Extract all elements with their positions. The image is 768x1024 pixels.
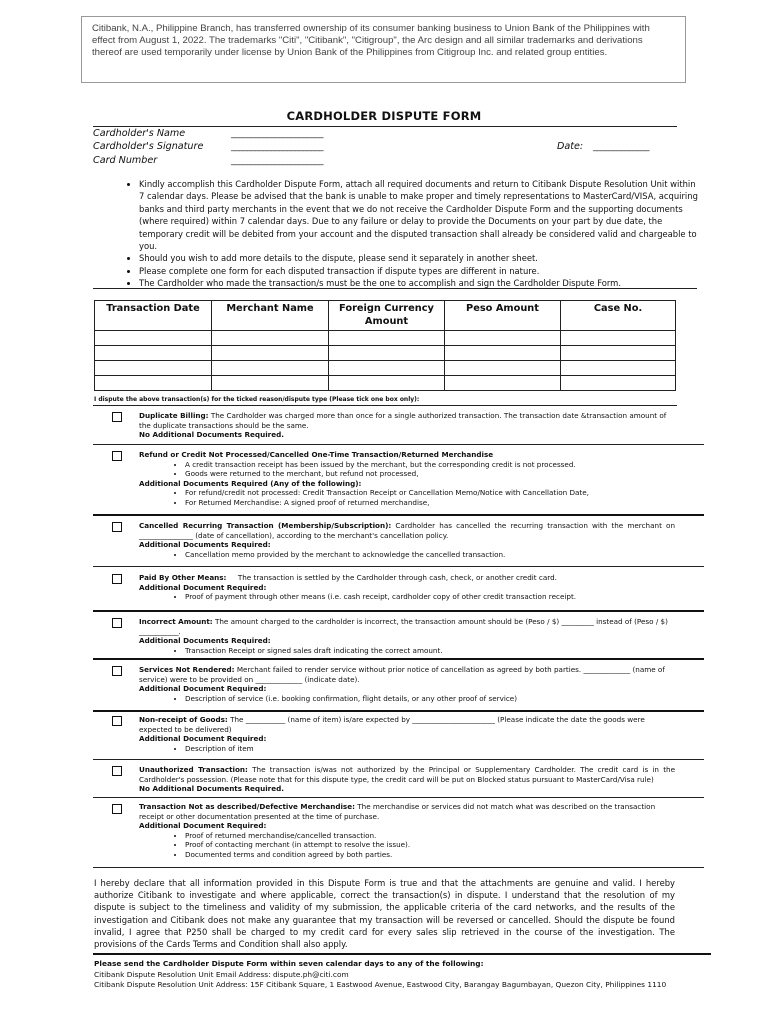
- table-cell[interactable]: [95, 376, 212, 391]
- defective-merchandise-section: [139, 802, 675, 860]
- table-row: [95, 331, 676, 346]
- date-label: Date:: [557, 141, 584, 152]
- column-header: Case No.: [561, 301, 676, 331]
- instructions-divider: [93, 288, 697, 289]
- section-docs-label: Additional Documents Required (Any of the following):: [139, 478, 362, 488]
- duplicate-billing-section: [139, 411, 675, 440]
- section-title: Non-receipt of Goods:: [139, 715, 228, 724]
- title-divider: [93, 126, 677, 127]
- divider: [93, 514, 704, 516]
- section-bullet: • A credit transaction receipt has been issued by the merchant, but the corresponding credit is not processed.: [185, 460, 675, 470]
- section-title: Paid By Other Means:: [139, 573, 227, 582]
- cancelled-recurring-section: [139, 521, 675, 559]
- section-bullet: • Proof of contacting merchant (in attempt to resolve the issue).: [185, 840, 675, 850]
- table-cell[interactable]: [212, 361, 329, 376]
- instruction-item: • Should you wish to add more details to the dispute, please send it separately in another sheet.: [139, 252, 703, 264]
- section-bullet: • Description of item: [185, 744, 675, 754]
- divider: [93, 953, 711, 955]
- table-cell[interactable]: [329, 376, 445, 391]
- section-bullet: • Cancellation memo provided by the merchant to acknowledge the cancelled transaction.: [185, 550, 675, 560]
- section-title: Duplicate Billing:: [139, 411, 209, 420]
- cardholder-signature-label: Cardholder's Signature: [93, 141, 204, 152]
- unauthorized-transaction-section: [139, 765, 675, 794]
- divider: [93, 566, 704, 567]
- refund-not-processed-section: [139, 450, 675, 508]
- table-cell[interactable]: [561, 376, 676, 391]
- section-bullet: • Description of service (i.e. booking confirmation, flight details, or any other proof of service): [185, 694, 675, 704]
- table-cell[interactable]: [95, 346, 212, 361]
- divider: [93, 405, 677, 406]
- table-cell[interactable]: [95, 331, 212, 346]
- section-docs: No Additional Documents Required.: [139, 784, 284, 794]
- divider: [93, 710, 704, 712]
- card-number-field[interactable]: _______________________: [231, 156, 323, 166]
- defective-merchandise-checkbox[interactable]: [112, 804, 122, 814]
- section-bullet: • Proof of payment through other means (i.e. cash receipt, cardholder copy of other credit transaction receipt.: [185, 592, 675, 602]
- footer-address: Citibank Dispute Resolution Unit Address: 15F Citibank Square, 1 Eastwood Avenue, Eastwood City, Barangay Bagumbayan, Quezon City, Philippines 1110: [94, 980, 667, 990]
- divider: [93, 658, 704, 660]
- section-text: The amount charged to the cardholder is incorrect, the transaction amount should be (Peso / $) _________ instead of (Peso / $) ___________.: [139, 617, 668, 636]
- paid-other-means-checkbox[interactable]: [112, 574, 122, 584]
- refund-not-processed-checkbox[interactable]: [112, 451, 122, 461]
- table-cell[interactable]: [212, 331, 329, 346]
- section-text: The transaction is settled by the Cardholder through cash, check, or another credit card.: [226, 573, 557, 582]
- column-header: Transaction Date: [95, 301, 212, 331]
- non-receipt-goods-section: [139, 715, 675, 753]
- table-row: [95, 346, 676, 361]
- transactions-table: [94, 300, 676, 391]
- section-docs-label: Additional Document Required:: [139, 582, 267, 592]
- section-docs-label: Additional Document Required:: [139, 821, 267, 831]
- table-cell[interactable]: [445, 346, 561, 361]
- table-cell[interactable]: [561, 331, 676, 346]
- declaration-text: I hereby declare that all information provided in this Dispute Form is true and that the attachments are genuine and valid. I hereby authorize Citibank to investigate and where applicable, correct the transaction(s) in dispute. I understand that the resolution of my dispute is subject to the timeliness and validity of my submission, the applicable criteria of the card networks, and the results of the investigation and Citibank does not make any guarantee that my transaction will be reversed or cancelled. Should the dispute be found invalid, I agree that P250 shall be charged to my credit card for every sales slip retrieved in the course of the investigation. The provisions of the Cards Terms and Condition shall also apply.: [94, 878, 675, 950]
- tick-instruction: I dispute the above transaction(s) for the ticked reason/dispute type (Please tick one box only):: [94, 396, 420, 403]
- column-header: Merchant Name: [212, 301, 329, 331]
- section-bullet: • For refund/credit not processed: Credit Transaction Receipt or Cancellation Memo/Notice with Cancellation Date,: [185, 488, 675, 498]
- table-cell[interactable]: [561, 346, 676, 361]
- non-receipt-goods-checkbox[interactable]: [112, 716, 122, 726]
- column-header: Peso Amount: [445, 301, 561, 331]
- divider: [93, 797, 704, 798]
- duplicate-billing-checkbox[interactable]: [112, 412, 122, 422]
- divider: [93, 867, 704, 868]
- paid-other-means-section: [139, 573, 675, 602]
- footer-email: Citibank Dispute Resolution Unit Email Address: dispute.ph@citi.com: [94, 969, 349, 979]
- section-bullet: • Proof of returned merchandise/cancelled transaction.: [185, 831, 675, 841]
- incorrect-amount-section: [139, 617, 675, 655]
- table-cell[interactable]: [445, 376, 561, 391]
- divider: [93, 759, 704, 760]
- table-cell[interactable]: [212, 346, 329, 361]
- section-docs-label: Additional Document Required:: [139, 734, 267, 744]
- section-docs-label: Additional Document Required:: [139, 684, 267, 694]
- section-text: The transaction is/was not authorized by the Principal or Supplementary Cardholder. The credit card is in the Cardholder's possession. (Please note that for this dispute type, the credit card will be put on Blocked status pursuant to MasterCard/Visa rule): [139, 765, 676, 784]
- section-docs-label: Additional Documents Required:: [139, 540, 271, 550]
- section-bullet: • For Returned Merchandise: A signed proof of returned merchandise,: [185, 498, 675, 508]
- date-field[interactable]: ______________: [593, 142, 649, 152]
- table-row: [95, 361, 676, 376]
- section-text: The merchandise or services did not match what was described on the transaction receipt or other documentation presented at the time of purchase.: [139, 802, 656, 821]
- table-row: [95, 376, 676, 391]
- cardholder-name-label: Cardholder's Name: [93, 128, 186, 139]
- incorrect-amount-checkbox[interactable]: [112, 618, 122, 628]
- section-title: Transaction Not as described/Defective Merchandise:: [139, 802, 355, 811]
- section-title: Cancelled Recurring Transaction (Membership/Subscription):: [139, 521, 392, 530]
- instructions-list: [112, 178, 703, 290]
- instruction-item: • The Cardholder who made the transaction/s must be the one to accomplish and sign the Cardholder Dispute Form.: [139, 277, 703, 289]
- card-number-label: Card Number: [93, 155, 158, 166]
- table-cell[interactable]: [212, 376, 329, 391]
- section-bullet: • Goods were returned to the merchant, but refund not processed,: [185, 469, 675, 479]
- transfer-notice: Citibank, N.A., Philippine Branch, has transferred ownership of its consumer banking business to Union Bank of the Philippines with effect from August 1, 2022. The trademarks "Citi", "Citibank", "Citigroup", the Arc design and all similar trademarks and derivations thereof are used temporarily under license by Union Bank of the Philippines from Citigroup Inc. and related group entities.: [81, 16, 686, 83]
- section-docs: No Additional Documents Required.: [139, 430, 284, 440]
- cardholder-name-field[interactable]: _______________________: [231, 129, 323, 139]
- table-cell[interactable]: [445, 331, 561, 346]
- services-not-rendered-section: [139, 665, 675, 703]
- table-cell[interactable]: [329, 346, 445, 361]
- section-text: Merchant failed to render service without prior notice of cancellation as agreed by both parties. _____________ (name of service) were to be provided on _____________ (indicate date).: [139, 665, 665, 684]
- section-text: Cardholder has cancelled the recurring transaction with the merchant on _______________ (date of cancellation), according to the merchant's cancellation policy.: [139, 521, 675, 540]
- section-title: Services Not Rendered:: [139, 665, 235, 674]
- instruction-item: • Please complete one form for each disputed transaction if dispute types are different in nature.: [139, 265, 703, 277]
- unauthorized-transaction-checkbox[interactable]: [112, 766, 122, 776]
- instruction-item: • Kindly accomplish this Cardholder Dispute Form, attach all required documents and return to Citibank Dispute Resolution Unit within 7 calendar days. Please be advised that the bank is unable to make proper and timely representations to MasterCard/VISA, acquiring banks and third party merchants in the event that we do not receive the Cardholder Dispute Form and the supporting documents (where required) within 7 calendar days. Due to any failure or delay to provide the Documents on your part by due date, the temporary credit will be debited from your account and the disputed transaction shall already be considered valid and chargeable to you.: [139, 178, 703, 252]
- section-title: Unauthorized Transaction:: [139, 765, 248, 774]
- column-header: Foreign Currency Amount: [329, 301, 445, 331]
- table-cell[interactable]: [329, 361, 445, 376]
- footer-heading: Please send the Cardholder Dispute Form within seven calendar days to any of the following:: [94, 959, 484, 968]
- services-not-rendered-checkbox[interactable]: [112, 666, 122, 676]
- table-cell[interactable]: [95, 361, 212, 376]
- section-title: Refund or Credit Not Processed/Cancelled One-Time Transaction/Returned Merchandise: [139, 450, 494, 459]
- cancelled-recurring-checkbox[interactable]: [112, 522, 122, 532]
- form-title: CARDHOLDER DISPUTE FORM: [286, 109, 482, 123]
- section-docs-label: Additional Documents Required:: [139, 636, 271, 646]
- table-cell[interactable]: [445, 361, 561, 376]
- divider: [93, 444, 704, 445]
- table-cell[interactable]: [561, 361, 676, 376]
- cardholder-signature-field[interactable]: _______________________: [231, 142, 323, 152]
- divider: [93, 610, 704, 612]
- section-text: The Cardholder was charged more than once for a single authorized transaction. The transaction date &transaction amount of the duplicate transactions should be the same.: [139, 411, 667, 430]
- contact-footer: [94, 959, 694, 991]
- section-title: Incorrect Amount:: [139, 617, 213, 626]
- section-bullet: • Documented terms and condition agreed by both parties.: [185, 850, 675, 860]
- table-cell[interactable]: [329, 331, 445, 346]
- section-bullet: • Transaction Receipt or signed sales draft indicating the correct amount.: [185, 646, 675, 656]
- section-text: The ___________ (name of item) is/are expected by _______________________ (Please indicate the date the goods were expected to be delivered): [139, 715, 645, 734]
